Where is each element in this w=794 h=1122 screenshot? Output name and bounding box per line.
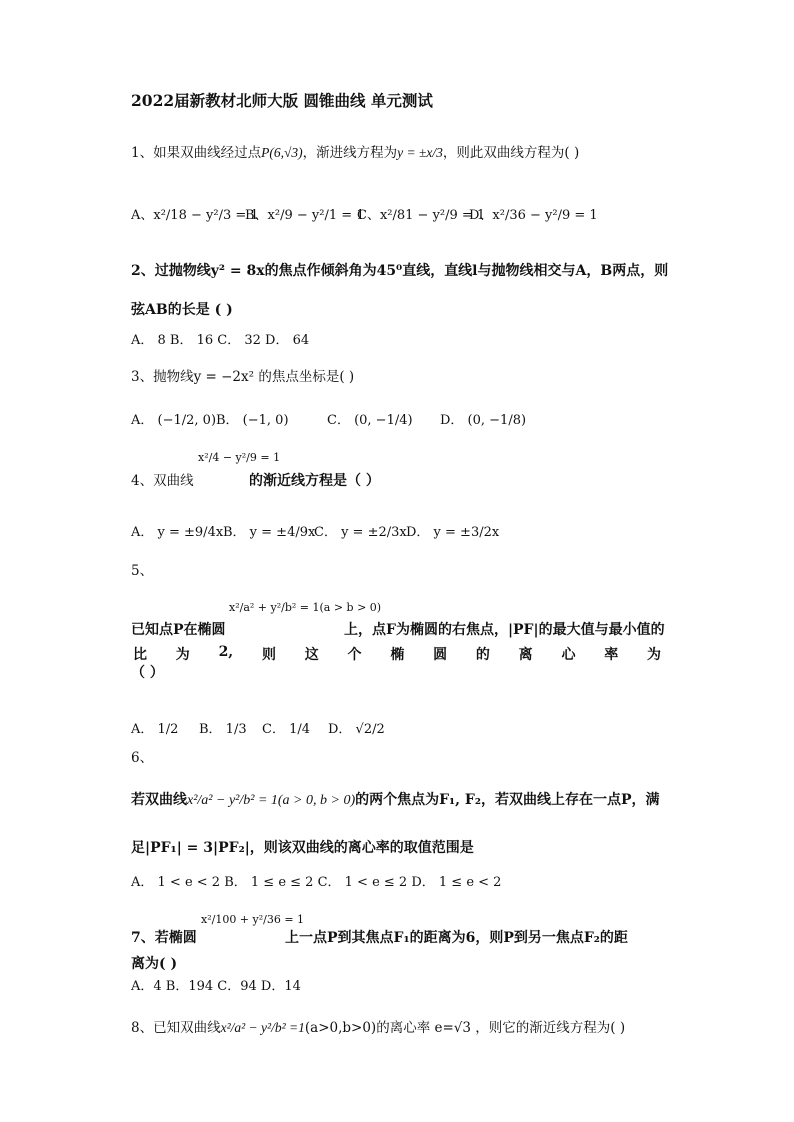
question-5-line-3: （ ）	[131, 665, 164, 681]
q2-options: A． 8 B． 16 C． 32 D． 64	[131, 333, 310, 348]
q1-asymptote: y = ±x/3	[397, 145, 443, 160]
question-1-stem	[131, 145, 579, 161]
q5-option-c: C． 1/4	[262, 722, 311, 737]
q5-word: 椭	[390, 647, 405, 663]
q5-word: 的	[475, 647, 490, 663]
q1-option-a: A、x²/18 − y²/3 = 1	[131, 208, 259, 223]
q1-text-b: ，渐进线方程为	[302, 145, 398, 161]
q5-word: 心	[561, 647, 576, 663]
q5-word: 个	[347, 647, 362, 663]
q5-equation: x²/a² + y²/b² = 1(a > b > 0)	[229, 601, 382, 614]
q4-equation: x²/4 − y²/9 = 1	[198, 451, 281, 464]
question-7-line-2: 离为( )	[131, 956, 178, 972]
question-2-line-2: 弦AB的长是 ( )	[131, 302, 233, 318]
q5-word: 圆	[433, 647, 448, 663]
q5-option-d: D． √2/2	[328, 722, 385, 737]
question-7-line-1a: 7、若椭圆	[131, 930, 197, 946]
q7-options: A．4 B．194 C．94 D．14	[131, 979, 301, 994]
q5-word: 离	[518, 647, 533, 663]
q5-word: 为	[647, 647, 661, 663]
q3-option-a: A． (−1/2, 0)	[131, 413, 217, 428]
q3-option-c: C． (0, −1/4)	[327, 413, 413, 428]
question-2-line-1: 2、过抛物线y² = 8x的焦点作倾斜角为45⁰直线，直线l与抛物线相交与A，B两点，则	[131, 263, 669, 279]
q1-text-c: ，则此双曲线方程为( )	[442, 145, 580, 161]
q1-option-d: D、x²/36 − y²/9 = 1	[469, 208, 598, 223]
q6-options: A． 1 < e < 2 B． 1 ≤ e ≤ 2 C． 1 < e ≤ 2 D． 1 ≤ e < 2	[131, 875, 502, 890]
q6-equation: x²/a² − y²/b² = 1(a > 0, b > 0)	[187, 793, 356, 808]
q3-option-d: D． (0, −1/8)	[440, 413, 527, 428]
question-6-line-2: 足|PF₁| = 3|PF₂|，则该双曲线的离心率的取值范围是	[131, 840, 474, 856]
q1-text-a: 1、如果双曲线经过点	[131, 145, 262, 161]
q6-text-a: 若双曲线	[131, 792, 187, 808]
q5-word: 率	[604, 647, 619, 663]
question-7-line-1b: 上一点P到其焦点F₁的距离为6，则P到另一焦点F₂的距	[285, 930, 628, 946]
q7-equation: x²/100 + y²/36 = 1	[201, 913, 305, 926]
q5-option-b: B． 1/3	[199, 722, 247, 737]
page-title: 2022届新教材北师大版 圆锥曲线 单元测试	[131, 91, 433, 110]
question-5-line-2	[133, 644, 661, 664]
q6-text-b: 的两个焦点为F₁, F₂，若双曲线上存在一点P，满	[355, 792, 660, 808]
q3-option-b: B． (−1, 0)	[216, 413, 289, 428]
question-5-line-1b: 上，点F为椭圆的右焦点，|PF|的最大值与最小值的	[344, 622, 665, 638]
question-5-number: 5、	[131, 563, 154, 579]
q4-option-c: C． y = ±2/3x	[314, 525, 407, 540]
q5-word: 2,	[218, 644, 234, 660]
q5-word: 为	[175, 647, 190, 663]
q4-option-a: A． y = ±9/4x	[131, 525, 224, 540]
question-4-stem-a: 4、双曲线	[131, 473, 194, 489]
q4-option-b: B． y = ±4/9x	[223, 525, 316, 540]
q8-text-b: (a>0,b>0)的离心率 e=√3 ，则它的渐近线方程为( )	[304, 1020, 626, 1036]
question-5-line-1a: 已知点P在椭圆	[131, 622, 226, 638]
q1-option-c: C、x²/81 − y²/9 = 1	[357, 208, 486, 223]
q1-point: P(6,√3)	[261, 145, 303, 160]
q8-text-a: 8、已知双曲线	[131, 1020, 221, 1036]
question-6-number: 6、	[131, 750, 154, 766]
q4-option-d: D． y = ±3/2x	[406, 525, 500, 540]
question-4-stem-b: 的渐近线方程是（ ）	[249, 473, 380, 489]
q5-word: 则	[261, 647, 276, 663]
question-6-line-1	[131, 792, 660, 809]
q5-option-a: A． 1/2	[131, 722, 179, 737]
q8-equation: x²/a² − y²/b² =1	[220, 1020, 305, 1035]
q1-option-b: B、x²/9 − y²/1 = 1	[245, 208, 365, 223]
question-8-stem	[131, 1020, 625, 1036]
q5-word: 比	[133, 647, 147, 663]
question-3-stem: 3、抛物线y = −2x² 的焦点坐标是( )	[131, 369, 355, 385]
q5-word: 这	[304, 647, 319, 663]
